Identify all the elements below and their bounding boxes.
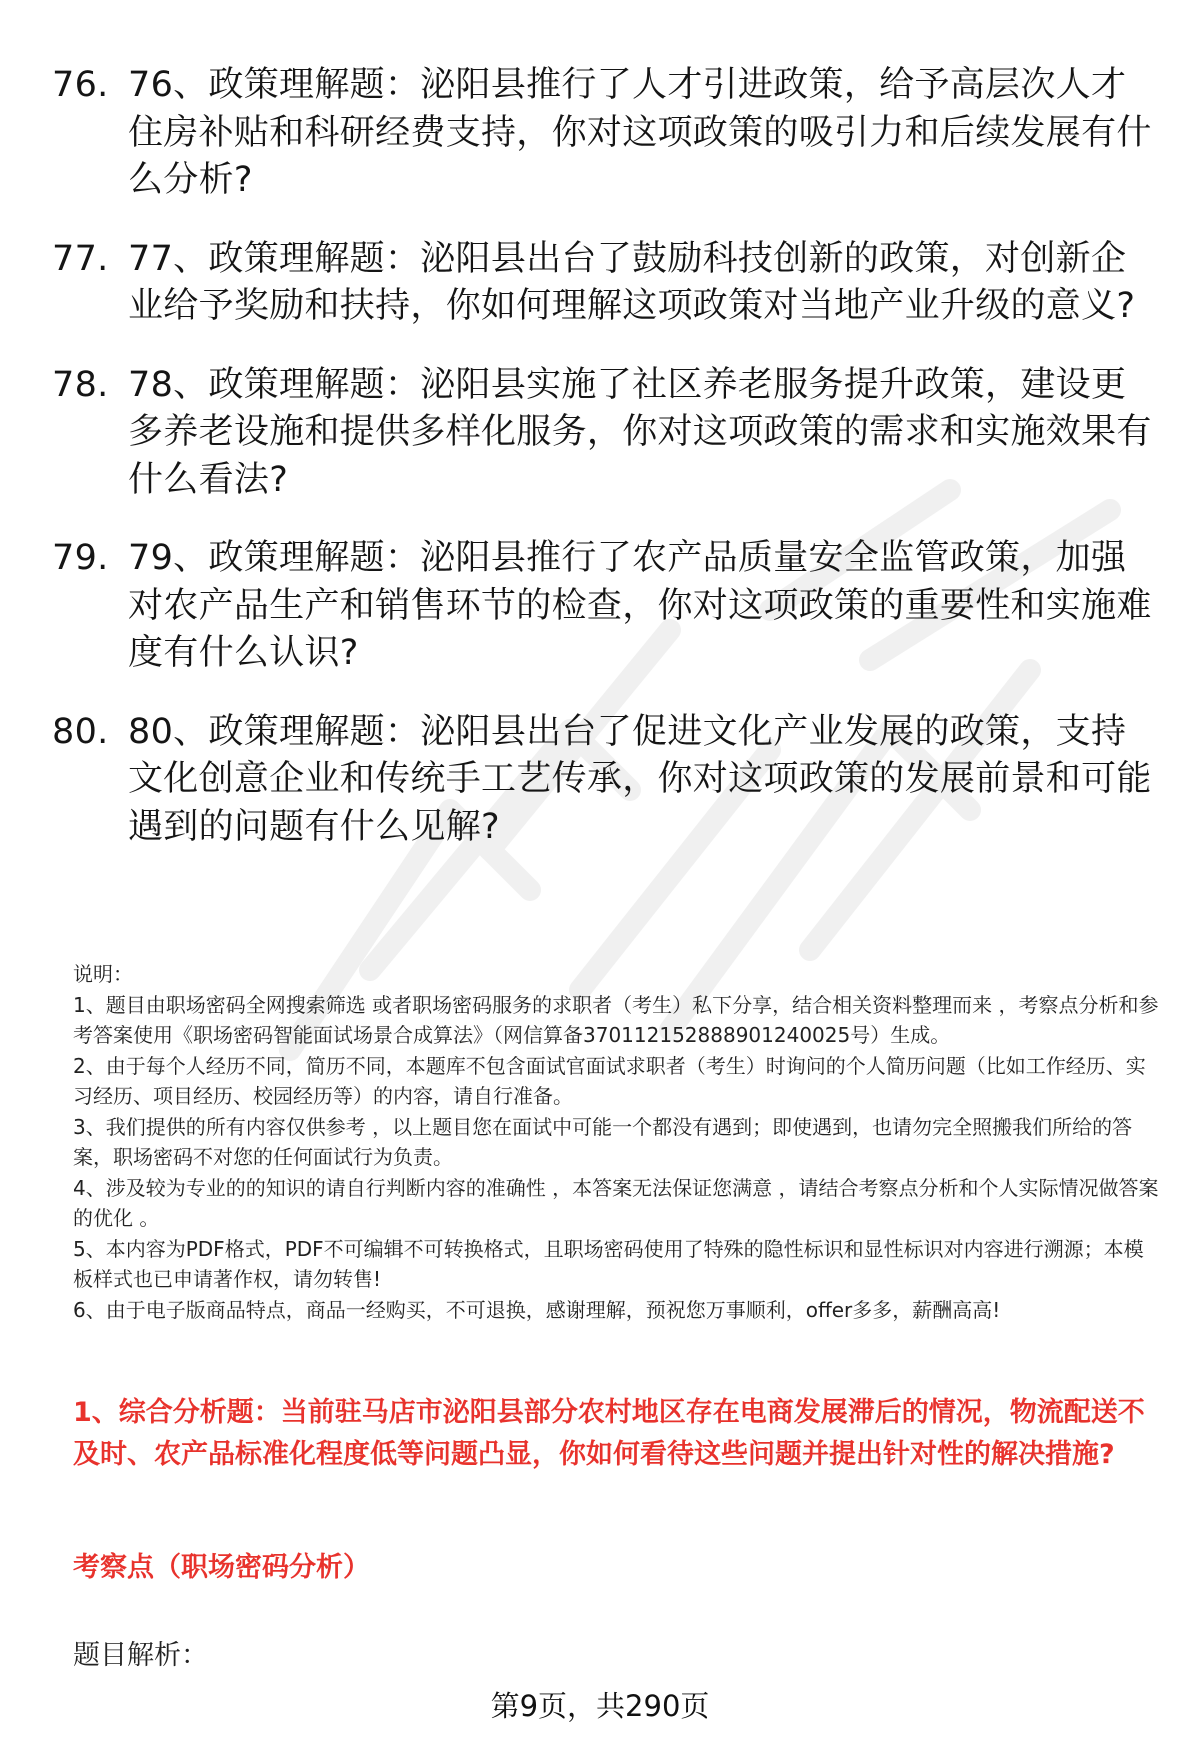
question-list [52,62,1152,882]
note-line: 6、由于电子版商品特点，商品一经购买，不可退换，感谢理解，预祝您万事顺利，offer多多，薪酬高高! [73,1297,1001,1322]
page-number-footer: 第9页，共290页 [490,1689,710,1723]
question-number: 78. [52,364,109,405]
list-item [52,709,1152,852]
exam-point-heading: 考察点（职场密码分析） [73,1552,370,1583]
question-number: 80. [52,711,109,752]
question-text: 78、政策理解题：泌阳县实施了社区养老服务提升政策，建设更多养老设施和提供多样化服务，你对这项政策的需求和实施效果有什么看法? [128,364,1152,500]
notes-section [73,959,1163,1325]
note-line: 4、涉及较为专业的的知识的请自行判断内容的准确性 ，本答案无法保证您满意 ，请结合考察点分析和个人实际情况做答案的优化 。 [73,1175,1159,1230]
question-number: 79. [52,538,109,578]
list-item [52,236,1152,331]
question-number: 76. [52,65,109,105]
question-text: 80、政策理解题：泌阳县出台了促进文化产业发展的政策，支持文化创意企业和传统手工艺传承，你对这项政策的发展前景和可能遇到的问题有什么见解? [128,711,1152,847]
list-item [52,362,1152,505]
question-text: 76、政策理解题：泌阳县推行了人才引进政策，给予高层次人才住房补贴和科研经费支持，你对这项政策的吸引力和后续发展有什么分析? [128,65,1152,200]
note-line: 5、本内容为PDF格式，PDF不可编辑不可转换格式，且职场密码使用了特殊的隐性标识和显性标识对内容进行溯源；本模板样式也已申请著作权，请勿转售! [73,1236,1144,1291]
featured-question: 1、综合分析题：当前驻马店市泌阳县部分农村地区存在电商发展滞后的情况，物流配送不及时、农产品标准化程度低等问题凸显，你如何看待这些问题并提出针对性的解决措施? [73,1397,1145,1470]
note-line: 3、我们提供的所有内容仅供参考 ，以上题目您在面试中可能一个都没有遇到；即使遇到，也请勿完全照搬我们所给的答案，职场密码不对您的任何面试行为负责。 [73,1114,1133,1169]
notes-heading: 说明： [73,962,133,986]
question-text: 77、政策理解题：泌阳县出台了鼓励科技创新的政策，对创新企业给予奖励和扶持，你如何理解这项政策对当地产业升级的意义? [128,238,1136,326]
list-item [52,62,1152,205]
analysis-label: 题目解析： [73,1640,208,1671]
question-number: 77. [52,238,109,279]
note-line: 2、由于每个人经历不同，简历不同，本题库不包含面试官面试求职者（考生）时询问的个人简历问题（比如工作经历、实习经历、项目经历、校园经历等）的内容，请自行准备。 [73,1053,1146,1108]
note-line: 1、题目由职场密码全网搜索筛选 或者职场密码服务的求职者（考生）私下分享，结合相关资料整理而来 ，考察点分析和参考答案使用《职场密码智能面试场景合成算法》（网信算备370112152888901240025号）生成。 [73,992,1159,1047]
question-text: 79、政策理解题：泌阳县推行了农产品质量安全监管政策，加强对农产品生产和销售环节的检查，你对这项政策的重要性和实施难度有什么认识? [128,538,1152,673]
list-item [52,535,1152,678]
